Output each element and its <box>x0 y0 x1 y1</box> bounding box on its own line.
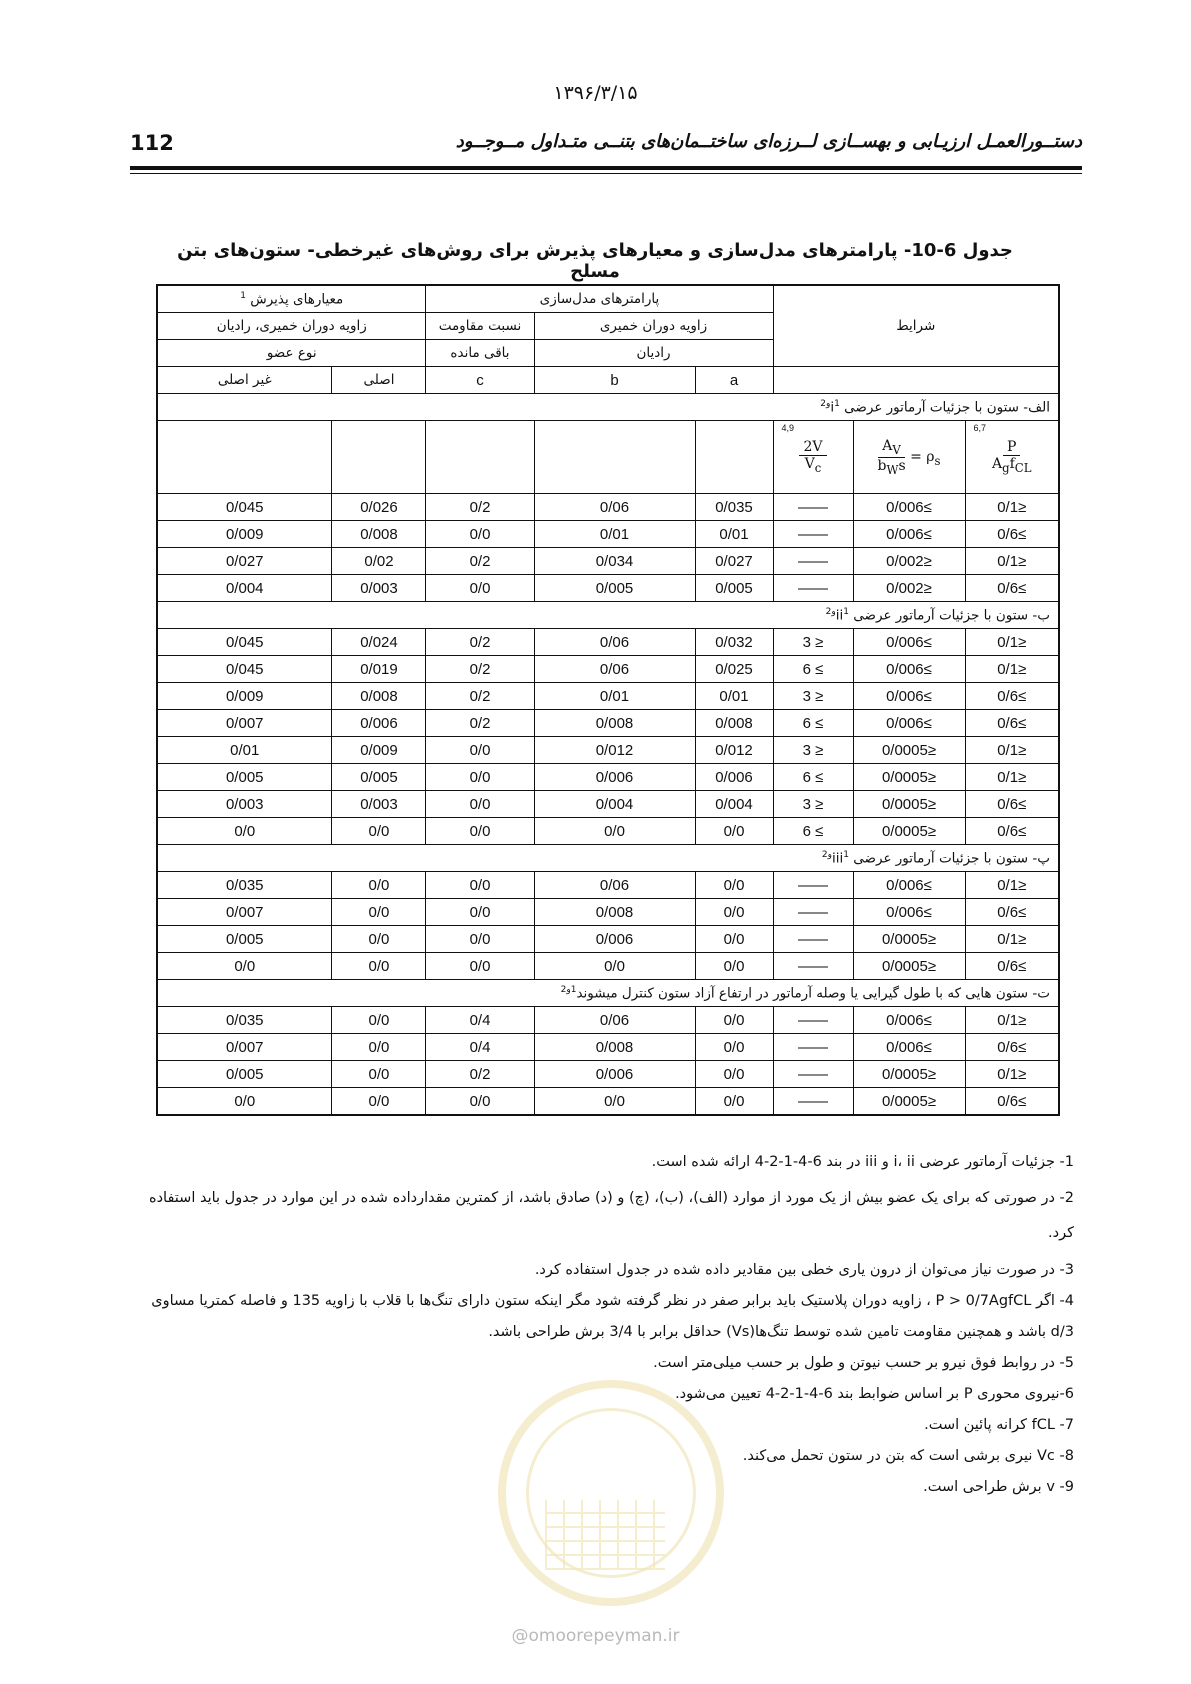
primary-cell: 0/0 <box>332 953 426 980</box>
note-item: d/3 باشد و همچنین مقاومت تامین شده توسط تنگ‌ها(Vs) حداقل برابر با 3/4 برش طراحی باشد. <box>488 1324 1074 1340</box>
table-row <box>157 710 1059 737</box>
secondary-cell: 0/01 <box>157 737 332 764</box>
table-title: جدول 6-10- پارامترهای مدل‌سازی و معیارهای پذیرش برای روش‌های غیرخطی- ستون‌های بتن مسلح <box>177 240 1013 282</box>
empty-cell <box>157 421 332 494</box>
shear-cell: ≤ 3 <box>773 791 853 818</box>
axial-load-cell: ≤0/1 <box>965 1007 1059 1034</box>
shear-cell: —— <box>773 926 853 953</box>
empty-cell <box>332 421 426 494</box>
acceptance-criteria-header: معیارهای پذیرش $^1$ <box>157 285 426 313</box>
a-cell: 0/035 <box>695 494 773 521</box>
a-cell: 0/032 <box>695 629 773 656</box>
a-cell: 0/0 <box>695 1007 773 1034</box>
table-row <box>157 548 1059 575</box>
residual-strength-header-2: باقی مانده <box>426 340 534 367</box>
shear-cell: ≥ 6 <box>773 656 853 683</box>
rho-cell: ≤0/0005 <box>853 737 965 764</box>
c-cell: 0/2 <box>426 683 534 710</box>
shear-den: $V_c$ <box>804 456 822 475</box>
note-item: 4- اگر P > 0/7AgfCL ، زاویه دوران پلاستیک باید برابر صفر در نظر گرفته شود مگر اینکه ستون دارای تنگ‌ها با قلاب با زاویه 135 و فاصله کمتریا مساوی <box>151 1293 1074 1309</box>
primary-cell: 0/0 <box>332 899 426 926</box>
rho-cell: ≤0/0005 <box>853 953 965 980</box>
section-label-ref: 1و2 <box>560 984 577 995</box>
secondary-cell: 0/005 <box>157 764 332 791</box>
primary-cell: 0/0 <box>332 1088 426 1116</box>
axial-load-cell: ≥0/6 <box>965 1088 1059 1116</box>
axial-load-cell: ≥0/6 <box>965 791 1059 818</box>
shear-cell: —— <box>773 494 853 521</box>
rho-cell: ≤0/0005 <box>853 818 965 845</box>
shear-cell: —— <box>773 548 853 575</box>
primary-cell: 0/024 <box>332 629 426 656</box>
primary-cell: 0/008 <box>332 683 426 710</box>
table-row <box>157 926 1059 953</box>
primary-cell: 0/0 <box>332 818 426 845</box>
table-row <box>157 899 1059 926</box>
a-cell: 0/006 <box>695 764 773 791</box>
b-cell: 0/01 <box>534 683 695 710</box>
secondary-cell: 0/009 <box>157 521 332 548</box>
table-row <box>157 953 1059 980</box>
section-label <box>157 394 1059 421</box>
table-row <box>157 656 1059 683</box>
section-label <box>157 980 1059 1007</box>
rho-cell: ≤0/0005 <box>853 791 965 818</box>
b-cell: 0/06 <box>534 494 695 521</box>
rho-den: $b_Ws$ <box>877 457 906 477</box>
rho-cell: ≥0/006 <box>853 710 965 737</box>
axial-load-cell: ≥0/6 <box>965 818 1059 845</box>
secondary-cell: 0/003 <box>157 791 332 818</box>
plastic-rotation-header: زاویه دوران خمیری <box>534 313 773 340</box>
shear-ratio-formula <box>773 421 853 494</box>
c-cell: 0/0 <box>426 764 534 791</box>
note-item: 2- در صورتی که برای یک عضو بیش از یک مورد از موارد (الف)، (ب)، (چ) و (د) صادق باشد، از کمترین مقدارداده شده در این موارد در جدول باید استفاده کرد. <box>149 1190 1074 1241</box>
a-cell: 0/0 <box>695 1061 773 1088</box>
primary-cell: 0/006 <box>332 710 426 737</box>
table-row <box>157 791 1059 818</box>
c-cell: 0/2 <box>426 1061 534 1088</box>
formula-ref: 4,9 <box>781 423 795 433</box>
axial-load-cell: ≥0/6 <box>965 710 1059 737</box>
conditions-blank <box>773 367 1059 394</box>
shear-cell: —— <box>773 1034 853 1061</box>
note-item: 3- در صورت نیاز می‌توان از درون یاری خطی بین مقادیر داده شده در جدول استفاده کرد. <box>534 1262 1074 1278</box>
shear-num: 2V <box>799 439 826 456</box>
rho-cell: ≤0/002 <box>853 575 965 602</box>
running-title: دستــورالعمـل ارزیـابی و بهســازی لــرزه‌ای ساختــمان‌های بتنــی متـداول مــوجــود <box>455 131 1082 152</box>
shear-cell: ≤ 3 <box>773 683 853 710</box>
secondary-cell: 0/045 <box>157 629 332 656</box>
acceptance-rotation-header: زاویه دوران خمیری، رادیان <box>157 313 426 340</box>
c-cell: 0/2 <box>426 548 534 575</box>
c-cell: 0/0 <box>426 953 534 980</box>
shear-cell: —— <box>773 521 853 548</box>
axial-load-cell: ≥0/6 <box>965 521 1059 548</box>
col-b-header: b <box>534 367 695 394</box>
rho-cell: ≥0/006 <box>853 629 965 656</box>
shear-cell: —— <box>773 575 853 602</box>
c-cell: 0/0 <box>426 899 534 926</box>
rho-cell: ≥0/006 <box>853 1007 965 1034</box>
primary-cell: 0/005 <box>332 764 426 791</box>
axial-load-cell: ≤0/1 <box>965 629 1059 656</box>
page-header <box>130 128 1082 162</box>
c-cell: 0/0 <box>426 737 534 764</box>
table-row <box>157 1061 1059 1088</box>
shear-cell: —— <box>773 1007 853 1034</box>
radians-header: رادیان <box>534 340 773 367</box>
rho-symbol: $\rho_s$ = <box>905 448 941 468</box>
table-row <box>157 1034 1059 1061</box>
shear-cell: ≤ 3 <box>773 737 853 764</box>
primary-cell: 0/0 <box>332 1061 426 1088</box>
b-cell: 0/06 <box>534 872 695 899</box>
shear-cell: ≥ 6 <box>773 818 853 845</box>
a-cell: 0/008 <box>695 710 773 737</box>
secondary-cell: 0/007 <box>157 899 332 926</box>
c-cell: 0/4 <box>426 1034 534 1061</box>
b-cell: 0/006 <box>534 926 695 953</box>
primary-header: اصلی <box>332 367 426 394</box>
shear-cell: ≥ 6 <box>773 764 853 791</box>
primary-cell: 0/008 <box>332 521 426 548</box>
note-item: 9- v برش طراحی است. <box>923 1479 1074 1495</box>
a-cell: 0/0 <box>695 953 773 980</box>
a-cell: 0/0 <box>695 1034 773 1061</box>
section-label-text: پ- ستون با جزئیات آرماتور عرضی iii <box>831 850 1050 867</box>
watermark-seal-grid <box>545 1500 665 1570</box>
section-label-text: الف- ستون با جزئیات آرماتور عرضی i <box>830 399 1050 416</box>
table-row <box>157 629 1059 656</box>
b-cell: 0/012 <box>534 737 695 764</box>
c-cell: 0/4 <box>426 1007 534 1034</box>
primary-cell: 0/019 <box>332 656 426 683</box>
primary-cell: 0/003 <box>332 575 426 602</box>
axial-load-cell: ≥0/6 <box>965 1034 1059 1061</box>
document-date: ۱۳۹۶/۳/۱۵ <box>553 82 638 104</box>
a-cell: 0/0 <box>695 899 773 926</box>
a-cell: 0/025 <box>695 656 773 683</box>
shear-cell: —— <box>773 1088 853 1116</box>
secondary-cell: 0/009 <box>157 683 332 710</box>
section-label-text: ب- ستون با جزئیات آرماتور عرضی ii <box>835 607 1050 624</box>
a-cell: 0/0 <box>695 926 773 953</box>
shear-cell: —— <box>773 872 853 899</box>
table-row <box>157 683 1059 710</box>
residual-strength-header: نسبت مقاومت <box>426 313 534 340</box>
shear-cell: ≥ 6 <box>773 710 853 737</box>
shear-cell: —— <box>773 1061 853 1088</box>
a-cell: 0/0 <box>695 1088 773 1116</box>
b-cell: 0/06 <box>534 629 695 656</box>
secondary-header: غیر اصلی <box>157 367 332 394</box>
axial-load-cell: ≤0/1 <box>965 656 1059 683</box>
member-type-header: نوع عضو <box>157 340 426 367</box>
b-cell: 0/008 <box>534 710 695 737</box>
a-cell: 0/0 <box>695 818 773 845</box>
table-row <box>157 575 1059 602</box>
secondary-cell: 0/045 <box>157 656 332 683</box>
axial-load-cell: ≤0/1 <box>965 926 1059 953</box>
c-cell: 0/0 <box>426 818 534 845</box>
formula-ref: 6,7 <box>973 423 987 433</box>
b-cell: 0/01 <box>534 521 695 548</box>
axial-load-cell: ≤0/1 <box>965 737 1059 764</box>
rho-cell: ≥0/006 <box>853 872 965 899</box>
header-rule-thick <box>130 166 1082 170</box>
acceptance-criteria-table <box>156 284 1060 1116</box>
b-cell: 0/005 <box>534 575 695 602</box>
section-label-text: ت- ستون هایی که با طول گیرایی یا وصله آرماتور در ارتفاع آزاد ستون کنترل میشوند <box>576 985 1050 1002</box>
secondary-cell: 0/027 <box>157 548 332 575</box>
b-cell: 0/006 <box>534 764 695 791</box>
rho-cell: ≥0/006 <box>853 521 965 548</box>
note-item: 5- در روابط فوق نیرو بر حسب نیوتن و طول بر حسب میلی‌متر است. <box>653 1355 1074 1371</box>
formula-den: $A_gf_{CL}$ <box>992 456 1032 475</box>
c-cell: 0/2 <box>426 494 534 521</box>
b-cell: 0/004 <box>534 791 695 818</box>
a-cell: 0/01 <box>695 683 773 710</box>
table-row <box>157 764 1059 791</box>
table-row <box>157 737 1059 764</box>
secondary-cell: 0/0 <box>157 818 332 845</box>
col-c-header: c <box>426 367 534 394</box>
b-cell: 0/006 <box>534 1061 695 1088</box>
b-cell: 0/008 <box>534 1034 695 1061</box>
primary-cell: 0/0 <box>332 926 426 953</box>
shear-cell: —— <box>773 899 853 926</box>
c-cell: 0/0 <box>426 791 534 818</box>
section-label <box>157 602 1059 629</box>
axial-load-cell: ≥0/6 <box>965 575 1059 602</box>
axial-load-cell: ≤0/1 <box>965 1061 1059 1088</box>
axial-load-cell: ≥0/6 <box>965 683 1059 710</box>
a-cell: 0/004 <box>695 791 773 818</box>
axial-load-cell: ≥0/6 <box>965 953 1059 980</box>
b-cell: 0/0 <box>534 953 695 980</box>
section-label <box>157 845 1059 872</box>
note-item: 1- جزئیات آرماتور عرضی i، ii و iii در بند 6-4-1-2-4 ارائه شده است. <box>651 1154 1074 1170</box>
b-cell: 0/008 <box>534 899 695 926</box>
table-row <box>157 1088 1059 1116</box>
note-item: 7- fCL کرانه پائین است. <box>924 1417 1074 1433</box>
primary-cell: 0/0 <box>332 872 426 899</box>
a-cell: 0/005 <box>695 575 773 602</box>
secondary-cell: 0/035 <box>157 1007 332 1034</box>
rho-cell: ≤0/0005 <box>853 764 965 791</box>
c-cell: 0/0 <box>426 521 534 548</box>
primary-cell: 0/026 <box>332 494 426 521</box>
secondary-cell: 0/005 <box>157 1061 332 1088</box>
section-label-ref: 1و2 <box>825 606 849 617</box>
secondary-cell: 0/005 <box>157 926 332 953</box>
rho-num: $A_V$ <box>878 438 905 458</box>
modeling-params-header: پارامترهای مدل‌سازی <box>426 285 773 313</box>
section-label-ref: 1و2 <box>821 849 849 860</box>
b-cell: 0/0 <box>534 1088 695 1116</box>
rho-cell: ≥0/006 <box>853 656 965 683</box>
empty-cell <box>534 421 695 494</box>
rho-cell: ≤0/0005 <box>853 926 965 953</box>
axial-load-cell: ≥0/6 <box>965 899 1059 926</box>
watermark-seal <box>498 1380 724 1606</box>
primary-cell: 0/009 <box>332 737 426 764</box>
section-label-ref: 1و2 <box>820 398 840 409</box>
c-cell: 0/0 <box>426 872 534 899</box>
rho-cell: ≤0/0005 <box>853 1088 965 1116</box>
secondary-cell: 0/045 <box>157 494 332 521</box>
axial-load-cell: ≤0/1 <box>965 764 1059 791</box>
formula-num: P <box>1003 439 1020 456</box>
c-cell: 0/2 <box>426 710 534 737</box>
c-cell: 0/0 <box>426 575 534 602</box>
a-cell: 0/0 <box>695 872 773 899</box>
secondary-cell: 0/035 <box>157 872 332 899</box>
axial-load-cell: ≤0/1 <box>965 548 1059 575</box>
empty-cell <box>695 421 773 494</box>
header-rule-thin <box>130 173 1082 174</box>
table-row <box>157 494 1059 521</box>
shear-cell: ≤ 3 <box>773 629 853 656</box>
primary-cell: 0/003 <box>332 791 426 818</box>
primary-cell: 0/0 <box>332 1034 426 1061</box>
b-cell: 0/0 <box>534 818 695 845</box>
reinforcement-ratio-formula <box>853 421 965 494</box>
rho-cell: ≥0/006 <box>853 1034 965 1061</box>
c-cell: 0/2 <box>426 629 534 656</box>
c-cell: 0/0 <box>426 1088 534 1116</box>
a-cell: 0/01 <box>695 521 773 548</box>
axial-load-cell: ≤0/1 <box>965 494 1059 521</box>
axial-load-cell: ≤0/1 <box>965 872 1059 899</box>
b-cell: 0/06 <box>534 1007 695 1034</box>
note-item: 8- Vc نیری برشی است که بتن در ستون تحمل می‌کند. <box>742 1448 1074 1464</box>
secondary-cell: 0/004 <box>157 575 332 602</box>
table-row <box>157 521 1059 548</box>
conditions-header: شرایط <box>773 285 1059 367</box>
b-cell: 0/034 <box>534 548 695 575</box>
secondary-cell: 0/007 <box>157 710 332 737</box>
rho-cell: ≤0/0005 <box>853 1061 965 1088</box>
secondary-cell: 0/0 <box>157 953 332 980</box>
secondary-cell: 0/0 <box>157 1088 332 1116</box>
primary-cell: 0/0 <box>332 1007 426 1034</box>
note-item: 6-نیروی محوری P بر اساس ضوابط بند 6-4-1-2-4 تعیین می‌شود. <box>675 1386 1074 1402</box>
page-number: 112 <box>130 131 174 155</box>
axial-ratio-formula <box>965 421 1059 494</box>
a-cell: 0/027 <box>695 548 773 575</box>
b-cell: 0/06 <box>534 656 695 683</box>
rho-cell: ≥0/006 <box>853 683 965 710</box>
table-row <box>157 1007 1059 1034</box>
rho-cell: ≥0/006 <box>853 899 965 926</box>
rho-cell: ≥0/006 <box>853 494 965 521</box>
c-cell: 0/0 <box>426 926 534 953</box>
secondary-cell: 0/007 <box>157 1034 332 1061</box>
a-cell: 0/012 <box>695 737 773 764</box>
c-cell: 0/2 <box>426 656 534 683</box>
shear-cell: —— <box>773 953 853 980</box>
primary-cell: 0/02 <box>332 548 426 575</box>
table-row <box>157 818 1059 845</box>
watermark-text: @omoorepeyman.ir <box>511 1626 680 1646</box>
table-row <box>157 872 1059 899</box>
col-a-header: a <box>695 367 773 394</box>
empty-cell <box>426 421 534 494</box>
rho-cell: ≤0/002 <box>853 548 965 575</box>
